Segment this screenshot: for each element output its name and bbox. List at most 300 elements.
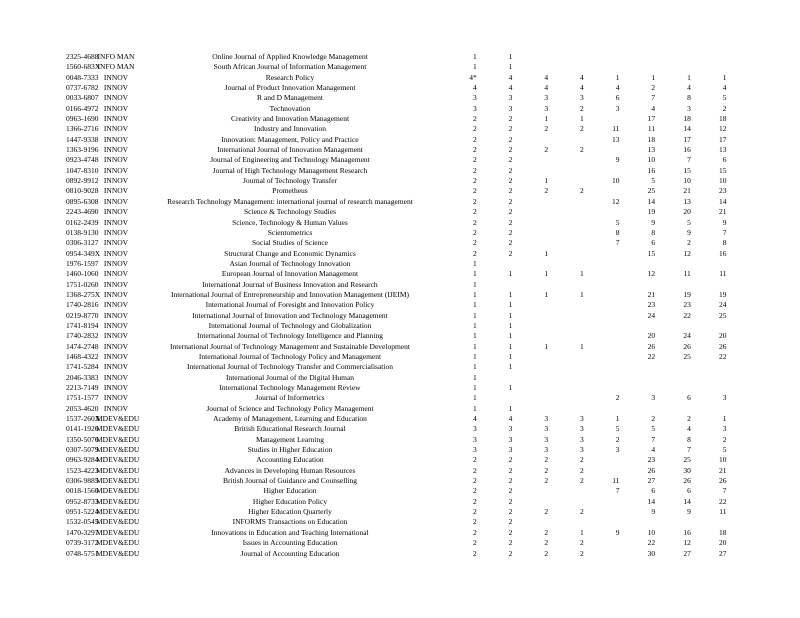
value-cell: 3: [544, 93, 549, 103]
value-cell: [515, 280, 551, 290]
value-cell: 21: [683, 186, 691, 196]
value-cell: 2: [508, 538, 513, 548]
value-cell: 8: [687, 434, 691, 444]
value-cell: 6: [615, 93, 620, 103]
title-cell: Journal of Accounting Education: [240, 548, 340, 558]
value-cell: 2: [472, 145, 477, 155]
field-cell: MDEV&EDU: [96, 486, 140, 496]
value-cell: 2: [508, 248, 513, 258]
value-cell: 2: [544, 455, 549, 465]
title-cell: Creativity and Innovation Management: [230, 114, 350, 124]
value-cell: [694, 52, 730, 62]
value-cell: [551, 166, 587, 176]
value-cell: 4: [580, 72, 584, 82]
value-cell: 3: [508, 103, 513, 113]
value-cell: 16: [647, 165, 656, 175]
value-cell: 2: [472, 476, 477, 486]
table-row: [66, 414, 800, 424]
value-cell: [515, 135, 551, 145]
value-cell: 3: [580, 424, 584, 434]
value-cell: 1: [722, 72, 727, 82]
value-cell: 7: [687, 155, 691, 165]
value-cell: 1: [508, 351, 513, 361]
title-cell: Asian Journal of Technology Innovation: [229, 258, 351, 268]
issn-cell: 2213-7149: [66, 383, 99, 392]
value-cell: 1: [508, 341, 513, 351]
value-cell: 27: [683, 548, 691, 558]
title-cell: Higher Education: [263, 486, 317, 496]
issn-cell: 0307-5079: [66, 445, 99, 455]
value-cell: 4: [722, 83, 727, 93]
issn-cell: 0018-1560: [66, 486, 99, 496]
field-cell: INNOV: [103, 351, 129, 361]
issn-cell: 0963-9284: [66, 455, 99, 465]
title-cell: Journal of Informetrics: [255, 393, 325, 403]
title-cell: Higher Education Policy: [252, 496, 328, 506]
value-cell: 2: [580, 103, 584, 113]
value-cell: 3: [544, 434, 549, 444]
value-cell: 4: [472, 83, 477, 93]
value-cell: 1: [651, 72, 656, 82]
issn-cell: 0162-2439: [66, 217, 99, 227]
value-cell: 23: [647, 300, 656, 310]
value-cell: [658, 373, 694, 383]
field-cell: INNOV: [103, 372, 129, 382]
value-cell: [587, 342, 623, 352]
value-cell: 3: [651, 393, 656, 403]
value-cell: 5: [651, 424, 656, 434]
value-cell: 4: [615, 83, 620, 93]
value-cell: 2: [580, 538, 584, 548]
value-cell: 2: [472, 114, 477, 124]
value-cell: 1: [544, 269, 549, 279]
value-cell: 2: [544, 465, 549, 475]
value-cell: 7: [615, 486, 620, 496]
value-cell: 10: [719, 455, 727, 465]
table-row: [66, 404, 800, 414]
field-cell: MDEV&EDU: [96, 476, 140, 486]
value-cell: [587, 383, 623, 393]
title-cell: Prometheus: [272, 186, 308, 196]
table-row: [66, 486, 800, 496]
value-cell: 13: [683, 196, 691, 206]
value-cell: 5: [651, 176, 656, 186]
value-cell: [515, 228, 551, 238]
value-cell: 3: [722, 424, 727, 434]
value-cell: [587, 62, 623, 72]
value-cell: 19: [719, 289, 727, 299]
value-cell: 8: [722, 238, 727, 248]
title-cell: Science, Technology & Human Values: [232, 217, 348, 227]
value-cell: 1: [472, 52, 477, 61]
issn-cell: 1460-1060: [66, 269, 99, 279]
value-cell: 1: [508, 269, 513, 279]
value-cell: 3: [544, 103, 549, 113]
table-row: [66, 497, 800, 507]
value-cell: 5: [722, 93, 727, 103]
value-cell: 2: [508, 145, 513, 155]
value-cell: [694, 383, 730, 393]
value-cell: 16: [719, 248, 727, 258]
value-cell: 15: [719, 165, 727, 175]
value-cell: [694, 404, 730, 414]
value-cell: 3: [580, 434, 584, 444]
table-row: [66, 538, 800, 548]
table-row: [66, 300, 800, 310]
value-cell: 1: [472, 403, 477, 413]
value-cell: 3: [544, 414, 549, 424]
issn-cell: 0219-8770: [66, 310, 99, 320]
table-row: [66, 528, 800, 538]
value-cell: 22: [647, 351, 656, 361]
field-cell: MDEV&EDU: [96, 538, 140, 548]
value-cell: [551, 486, 587, 496]
value-cell: 6: [651, 238, 656, 248]
value-cell: 7: [651, 93, 656, 103]
field-cell: INNOV: [103, 248, 129, 258]
value-cell: [622, 404, 658, 414]
value-cell: [587, 362, 623, 372]
value-cell: 3: [544, 445, 549, 455]
value-cell: 14: [683, 124, 691, 134]
value-cell: 4: [508, 83, 513, 93]
field-cell: INNOV: [103, 320, 129, 330]
table-row: [66, 155, 800, 165]
value-cell: 30: [683, 465, 691, 475]
value-cell: 27: [719, 548, 727, 558]
value-cell: [587, 331, 623, 341]
value-cell: 1: [472, 351, 477, 361]
value-cell: 14: [719, 196, 727, 206]
value-cell: [587, 249, 623, 259]
value-cell: 3: [472, 434, 477, 444]
title-cell: Journal of Science and Technology Policy Management: [206, 403, 374, 413]
table-row: [66, 311, 800, 321]
value-cell: 25: [719, 310, 727, 320]
value-cell: 2: [472, 507, 477, 517]
value-cell: [587, 466, 623, 476]
value-cell: [587, 352, 623, 362]
title-cell: Research Policy: [265, 72, 315, 82]
field-cell: INFO MAN: [97, 62, 135, 72]
value-cell: 2: [472, 155, 477, 165]
value-cell: 2: [508, 124, 513, 134]
value-cell: 19: [683, 289, 691, 299]
value-cell: [515, 321, 551, 331]
field-cell: INNOV: [103, 269, 129, 279]
value-cell: [551, 197, 587, 207]
value-cell: [551, 517, 587, 527]
value-cell: 14: [683, 496, 691, 506]
value-cell: 2: [508, 517, 513, 527]
value-cell: 1: [472, 393, 477, 403]
value-cell: 1: [472, 62, 477, 72]
title-cell: Science & Technology Studies: [243, 207, 337, 217]
field-cell: INNOV: [103, 331, 129, 341]
value-cell: 1: [544, 176, 549, 186]
value-cell: 2: [580, 548, 584, 558]
value-cell: 26: [647, 465, 656, 475]
value-cell: 3: [580, 93, 584, 103]
title-cell: Advances in Developing Human Resources: [224, 465, 356, 475]
table-row: [66, 114, 800, 124]
issn-cell: 1537-260X: [66, 414, 101, 424]
value-cell: 9: [651, 507, 656, 517]
title-cell: Academy of Management, Learning and Education: [213, 414, 367, 424]
title-cell: Industry and Innovation: [253, 124, 327, 134]
value-cell: [551, 331, 587, 341]
value-cell: [587, 311, 623, 321]
field-cell: MDEV&EDU: [96, 507, 140, 517]
issn-cell: 0952-8733: [66, 496, 99, 506]
value-cell: [480, 393, 516, 403]
value-cell: 7: [651, 434, 656, 444]
value-cell: 1: [722, 414, 727, 424]
value-cell: 7: [615, 238, 620, 248]
title-cell: R and D Management: [256, 93, 324, 103]
table-row: [66, 362, 800, 372]
value-cell: [515, 393, 551, 403]
value-cell: 4: [544, 72, 549, 82]
value-cell: [515, 52, 551, 62]
value-cell: 11: [719, 269, 727, 279]
issn-cell: 1741-5284: [66, 362, 99, 372]
title-cell: International Journal of Technology Intelligence and Planning: [197, 331, 383, 341]
table-row: [66, 83, 800, 93]
issn-cell: 1470-3297: [66, 527, 99, 537]
field-cell: INNOV: [103, 279, 129, 289]
issn-cell: 1532-0545: [66, 517, 99, 527]
value-cell: [551, 62, 587, 72]
value-cell: [658, 62, 694, 72]
value-cell: 11: [683, 269, 691, 279]
value-cell: 2: [687, 238, 691, 248]
value-cell: 13: [611, 134, 620, 144]
value-cell: 2: [544, 476, 549, 486]
value-cell: 1: [472, 279, 477, 289]
table-row: [66, 176, 800, 186]
value-cell: 5: [615, 217, 620, 227]
value-cell: [551, 321, 587, 331]
value-cell: [587, 455, 623, 465]
table-row: [66, 455, 800, 465]
value-cell: 10: [719, 176, 727, 186]
value-cell: 4: [508, 414, 513, 424]
title-cell: British Educational Research Journal: [234, 424, 346, 434]
value-cell: 1: [615, 414, 620, 424]
value-cell: 2: [508, 465, 513, 475]
value-cell: [587, 269, 623, 279]
value-cell: [515, 404, 551, 414]
value-cell: 2: [508, 227, 513, 237]
value-cell: 4: [508, 72, 513, 82]
value-cell: [694, 259, 730, 269]
value-cell: 4: [472, 414, 477, 424]
value-cell: 6: [651, 486, 656, 496]
value-cell: 1: [580, 269, 584, 279]
value-cell: [622, 362, 658, 372]
value-cell: 14: [647, 496, 656, 506]
table-row: [66, 104, 800, 114]
value-cell: 20: [719, 331, 727, 341]
issn-cell: 2243-4690: [66, 207, 99, 217]
value-cell: 3: [472, 93, 477, 103]
value-cell: 2: [544, 548, 549, 558]
value-cell: 26: [647, 341, 656, 351]
value-cell: 3: [722, 393, 727, 403]
value-cell: 1: [508, 362, 513, 372]
value-cell: 10: [647, 527, 656, 537]
value-cell: 2: [544, 124, 549, 134]
table-row: [66, 93, 800, 103]
value-cell: [515, 352, 551, 362]
value-cell: [658, 404, 694, 414]
value-cell: 12: [683, 248, 691, 258]
value-cell: 2: [580, 145, 584, 155]
field-cell: INNOV: [103, 362, 129, 372]
value-cell: 2: [580, 186, 584, 196]
value-cell: 2: [508, 155, 513, 165]
field-cell: INNOV: [103, 393, 129, 403]
title-cell: Scientometrics: [267, 227, 313, 237]
value-cell: 4: [544, 83, 549, 93]
value-cell: [551, 311, 587, 321]
table-row: [66, 342, 800, 352]
field-cell: INFO MAN: [97, 52, 135, 61]
issn-cell: 0033-6807: [66, 93, 99, 103]
field-cell: INNOV: [103, 310, 129, 320]
value-cell: [480, 280, 516, 290]
table-row: [66, 207, 800, 217]
table-row: [66, 331, 800, 341]
title-cell: International Journal of the Digital Human: [225, 372, 355, 382]
value-cell: 17: [719, 134, 727, 144]
journal-ratings-table: [0, 52, 800, 559]
title-cell: Accounting Education: [256, 455, 324, 465]
title-cell: International Journal of Technology Policy and Management: [198, 351, 382, 361]
value-cell: [694, 280, 730, 290]
value-cell: 3: [580, 414, 584, 424]
value-cell: [622, 373, 658, 383]
value-cell: 2: [544, 507, 549, 517]
value-cell: [551, 207, 587, 217]
value-cell: 5: [687, 217, 691, 227]
issn-cell: 0739-3172: [66, 538, 99, 548]
issn-cell: 1740-2816: [66, 300, 99, 310]
value-cell: 3: [472, 424, 477, 434]
title-cell: European Journal of Innovation Management: [221, 269, 359, 279]
value-cell: 1: [472, 362, 477, 372]
title-cell: Structural Change and Economic Dynamics: [224, 248, 356, 258]
value-cell: 1: [508, 310, 513, 320]
value-cell: [551, 52, 587, 62]
value-cell: [515, 362, 551, 372]
value-cell: [515, 207, 551, 217]
value-cell: 15: [683, 165, 691, 175]
value-cell: [551, 249, 587, 259]
issn-cell: 1751-1577: [66, 393, 99, 403]
value-cell: 7: [722, 486, 727, 496]
field-cell: INNOV: [103, 165, 129, 175]
value-cell: 25: [683, 455, 691, 465]
field-cell: INNOV: [103, 176, 129, 186]
value-cell: 18: [719, 527, 727, 537]
value-cell: [694, 362, 730, 372]
value-cell: 1: [472, 310, 477, 320]
field-cell: MDEV&EDU: [96, 414, 140, 424]
value-cell: 9: [687, 227, 691, 237]
value-cell: 26: [683, 476, 691, 486]
value-cell: 1: [472, 341, 477, 351]
value-cell: 4: [651, 445, 656, 455]
title-cell: Social Studies of Science: [251, 238, 329, 248]
issn-cell: 2046-3383: [66, 372, 99, 382]
value-cell: 8: [651, 227, 656, 237]
value-cell: 3: [615, 445, 620, 455]
value-cell: [551, 373, 587, 383]
table-row: [66, 218, 800, 228]
value-cell: 1: [508, 331, 513, 341]
value-cell: [587, 280, 623, 290]
field-cell: INNOV: [103, 103, 129, 113]
value-cell: [551, 300, 587, 310]
value-cell: 17: [683, 134, 691, 144]
value-cell: 2: [472, 165, 477, 175]
value-cell: [694, 373, 730, 383]
title-cell: Journal of High Technology Management Research: [212, 165, 368, 175]
value-cell: 25: [683, 351, 691, 361]
value-cell: 2: [580, 465, 584, 475]
value-cell: 9: [615, 155, 620, 165]
title-cell: Journal of Product Innovation Management: [224, 83, 356, 93]
value-cell: 2: [508, 507, 513, 517]
value-cell: 4: [687, 83, 691, 93]
value-cell: [515, 155, 551, 165]
table-row: [66, 145, 800, 155]
value-cell: [587, 404, 623, 414]
value-cell: 2: [722, 434, 727, 444]
value-cell: [658, 259, 694, 269]
table-row: [66, 373, 800, 383]
value-cell: 7: [722, 227, 727, 237]
value-cell: [587, 259, 623, 269]
value-cell: 1: [544, 341, 549, 351]
field-cell: INNOV: [103, 93, 129, 103]
value-cell: 14: [647, 196, 656, 206]
value-cell: 8: [615, 227, 620, 237]
table-row: [66, 290, 800, 300]
value-cell: 9: [615, 527, 620, 537]
table-row: [66, 197, 800, 207]
value-cell: 2: [472, 217, 477, 227]
table-row: [66, 476, 800, 486]
field-cell: INNOV: [103, 124, 129, 134]
value-cell: [551, 280, 587, 290]
value-cell: [551, 176, 587, 186]
value-cell: 1: [508, 300, 513, 310]
value-cell: 2: [472, 248, 477, 258]
value-cell: 2: [508, 486, 513, 496]
value-cell: 22: [719, 496, 727, 506]
value-cell: [551, 259, 587, 269]
table-row: [66, 186, 800, 196]
table-row: [66, 135, 800, 145]
value-cell: [622, 517, 658, 527]
title-cell: International Journal of Technology and Globalization: [208, 320, 372, 330]
title-cell: International Journal of Business Innovation and Research: [202, 279, 378, 289]
value-cell: 24: [647, 310, 656, 320]
value-cell: 1: [508, 62, 513, 72]
